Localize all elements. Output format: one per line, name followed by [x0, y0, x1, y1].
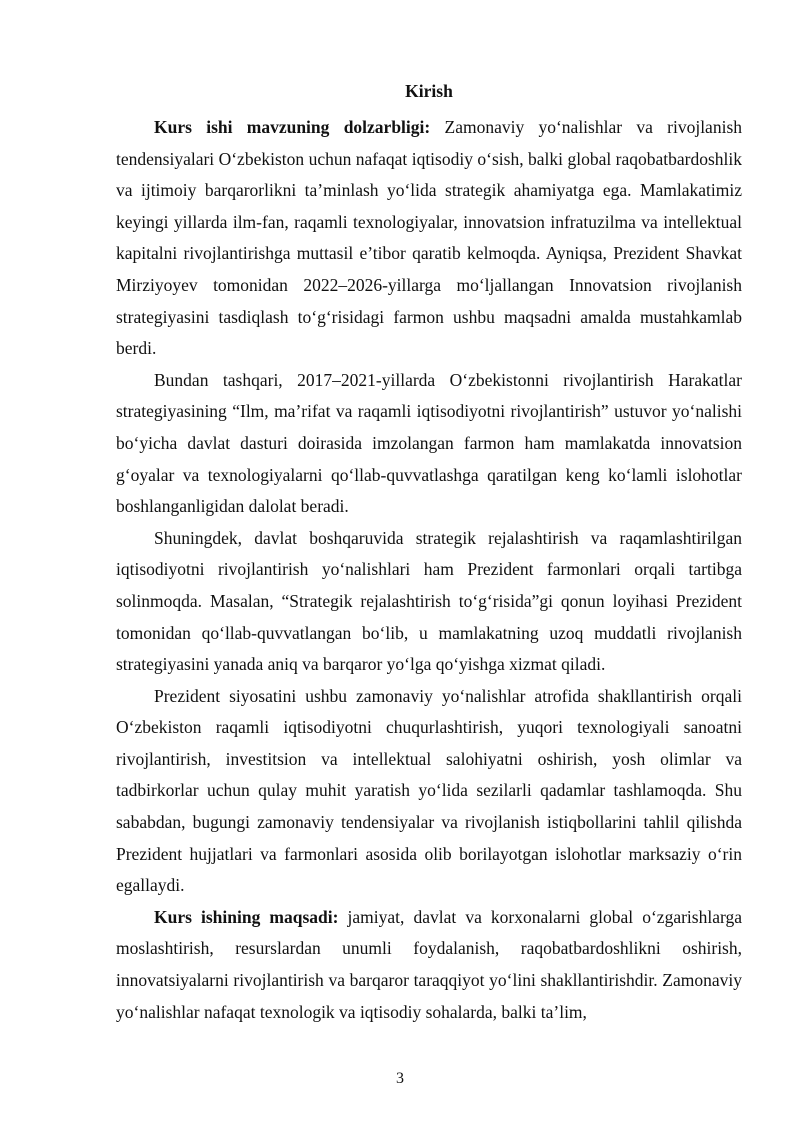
- page-content: [116, 80, 742, 1028]
- paragraph-strategic-planning: [116, 523, 742, 681]
- paragraph-text: Bundan tashqari, 2017–2021-yillarda O‘zbekistonni rivojlantirish Harakatlar strategiyasining “Ilm, ma’rifat va raqamli iqtisodiyotni rivojlantirish” ustuvor yo‘nalishi bo‘yicha davlat dasturi doirasida imzolangan farmon ham mamlakatda innovatsion g‘oyalar va texnologiyalarni qo‘llab-quvvatlashga qaratilgan keng ko‘lamli islohotlar boshlanganligidan dalolat beradi.: [116, 369, 742, 517]
- paragraph-lead: Kurs ishining maqsadi:: [154, 906, 339, 927]
- paragraph-text: Prezident siyosatini ushbu zamonaviy yo‘nalishlar atrofida shakllantirish orqali O‘zbekiston raqamli iqtisodiyotni chuqurlashtirish, yuqori texnologiyali sanoatni rivojlantirish, investitsion va intellektual salohiyatni oshirish, yosh olimlar va tadbirkorlar uchun qulay muhit yaratish yo‘lida sezilarli qadamlar tashlamoqda. Shu sababdan, bugungi zamonaviy tendensiyalar va rivojlanish istiqbollarini tahlil qilishda Prezident hujjatlari va farmonlari asosida olib borilayotgan islohotlar marksaziy o‘rin egallaydi.: [116, 685, 742, 896]
- paragraph-goal: [116, 902, 742, 1028]
- paragraph-president-policy: [116, 681, 742, 902]
- page-title: Kirish: [405, 81, 453, 101]
- paragraph-action-strategy: [116, 365, 742, 523]
- paragraph-lead: Kurs ishi mavzuning dolzarbligi:: [154, 117, 431, 137]
- page-number: 3: [396, 1070, 404, 1087]
- paragraph-text: jamiyat, davlat va korxonalarni global o‘zgarishlarga moslashtirish, resurslardan unumli foydalanish, raqobatbardoshlikni oshirish, innovatsiyalarni rivojlantirish va barqaror taraqqiyot yo‘lini shakllantirishdir. Zamonaviy yo‘nalishlar nafaqat texnologik va iqtisodiy sohalarda, balki ta’lim,: [116, 906, 742, 1022]
- paragraph-text: Zamonaviy yo‘nalishlar va rivojlanish tendensiyalari O‘zbekiston uchun nafaqat iqtisodiy o‘sish, balki global raqobatbardoshlik va ijtimoiy barqarorlikni ta’minlash yo‘lida strategik ahamiyatga ega. Mamlakatimiz keyingi yillarda ilm-fan, raqamli texnologiyalar, innovatsion infratuzilma va intellektual kapitalni rivojlantirishga muttasil e’tibor qaratib kelmoqda. Ayniqsa, Prezident Shavkat Mirziyoyev tomonidan 2022–2026-yillarga mo‘ljallangan Innovatsion rivojlanish strategiyasini tasdiqlash to‘g‘risidagi farmon ushbu maqsadni amalda mustahkamlab berdi.: [116, 117, 742, 359]
- paragraph-relevance: [116, 112, 742, 365]
- paragraph-text: Shuningdek, davlat boshqaruvida strategik rejalashtirish va raqamlashtirilgan iqtisodiyotni rivojlantirish yo‘nalishlari ham Prezident farmonlari orqali tartibga solinmoqda. Masalan, “Strategik rejalashtirish to‘g‘risida”gi qonun loyihasi Prezident tomonidan qo‘llab-quvvatlangan bo‘lib, u mamlakatning uzoq muddatli rivojlanish strategiyasini yanada aniq va barqaror yo‘lga qo‘yishga xizmat qiladi.: [116, 527, 742, 675]
